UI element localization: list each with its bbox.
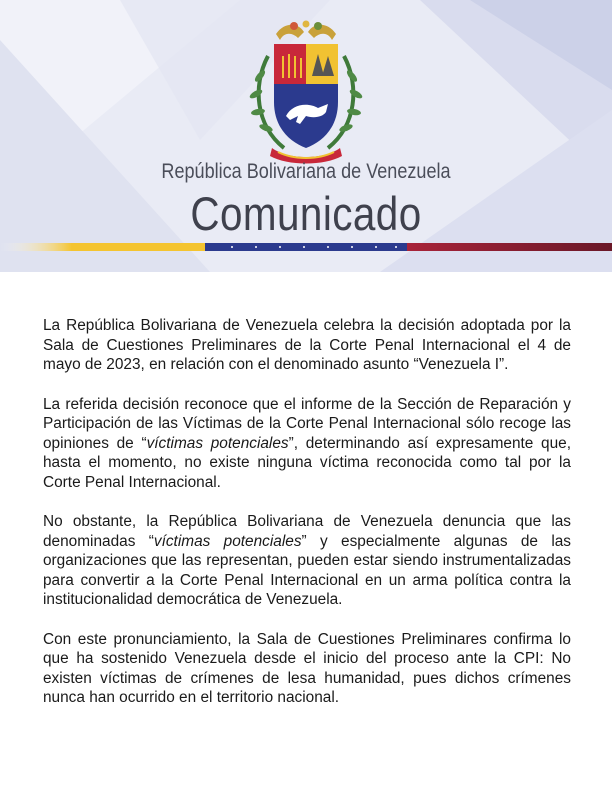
paragraph-2	[43, 395, 571, 493]
paragraph-2-text-end: ”, determinando así expresamente que, hasta el momento, no existe ninguna víctima reconocida como tal por la Corte Penal Internacional.	[43, 434, 572, 491]
paragraph-1	[43, 316, 571, 375]
paragraph-4-text: Con este pronunciamiento, la Sala de Cuestiones Preliminares confirma lo que ha sostenido Venezuela desde el inicio del proceso ante la CPI: No existen víctimas de crímenes de lesa humanidad, pues dichos crímenes nunca han ocurrido en el territorio nacional.	[43, 630, 571, 706]
paragraph-2-text-start: La referida decisión reconoce que el informe de la Sección de Reparación y Participación de las Víctimas de la Corte Penal Internacional sólo recoge las opiniones de “	[43, 395, 571, 452]
paragraph-3-text-end: ” y especialmente algunas de las organizaciones que las representan, pueden estar siendo instrumentalizadas para convertir a la Corte Penal Internacional en un arma política contra la institucionalidad democrática de Venezuela.	[43, 532, 571, 608]
paragraph-3-text-start: No obstante, la República Bolivariana de Venezuela denuncia que las denominadas “	[43, 513, 571, 550]
paragraph-4	[43, 630, 571, 708]
coat-of-arms-icon	[238, 16, 374, 164]
country-name: República Bolivariana de Venezuela	[161, 160, 451, 183]
paragraph-3	[43, 512, 571, 610]
paragraph-3-emphasis: víctimas potenciales	[153, 532, 302, 550]
header-banner	[0, 0, 612, 272]
flag-stripe	[0, 243, 612, 251]
paragraph-2-emphasis: víctimas potenciales	[146, 434, 289, 452]
page-title: Comunicado	[190, 187, 422, 240]
paragraph-1-text: La República Bolivariana de Venezuela celebra la decisión adoptada por la Sala de Cuestiones Preliminares de la Corte Penal Internacional el 4 de mayo de 2023, en relación con el denominado asunto “Venezuela I”.	[43, 317, 571, 373]
statement-body	[43, 316, 571, 728]
